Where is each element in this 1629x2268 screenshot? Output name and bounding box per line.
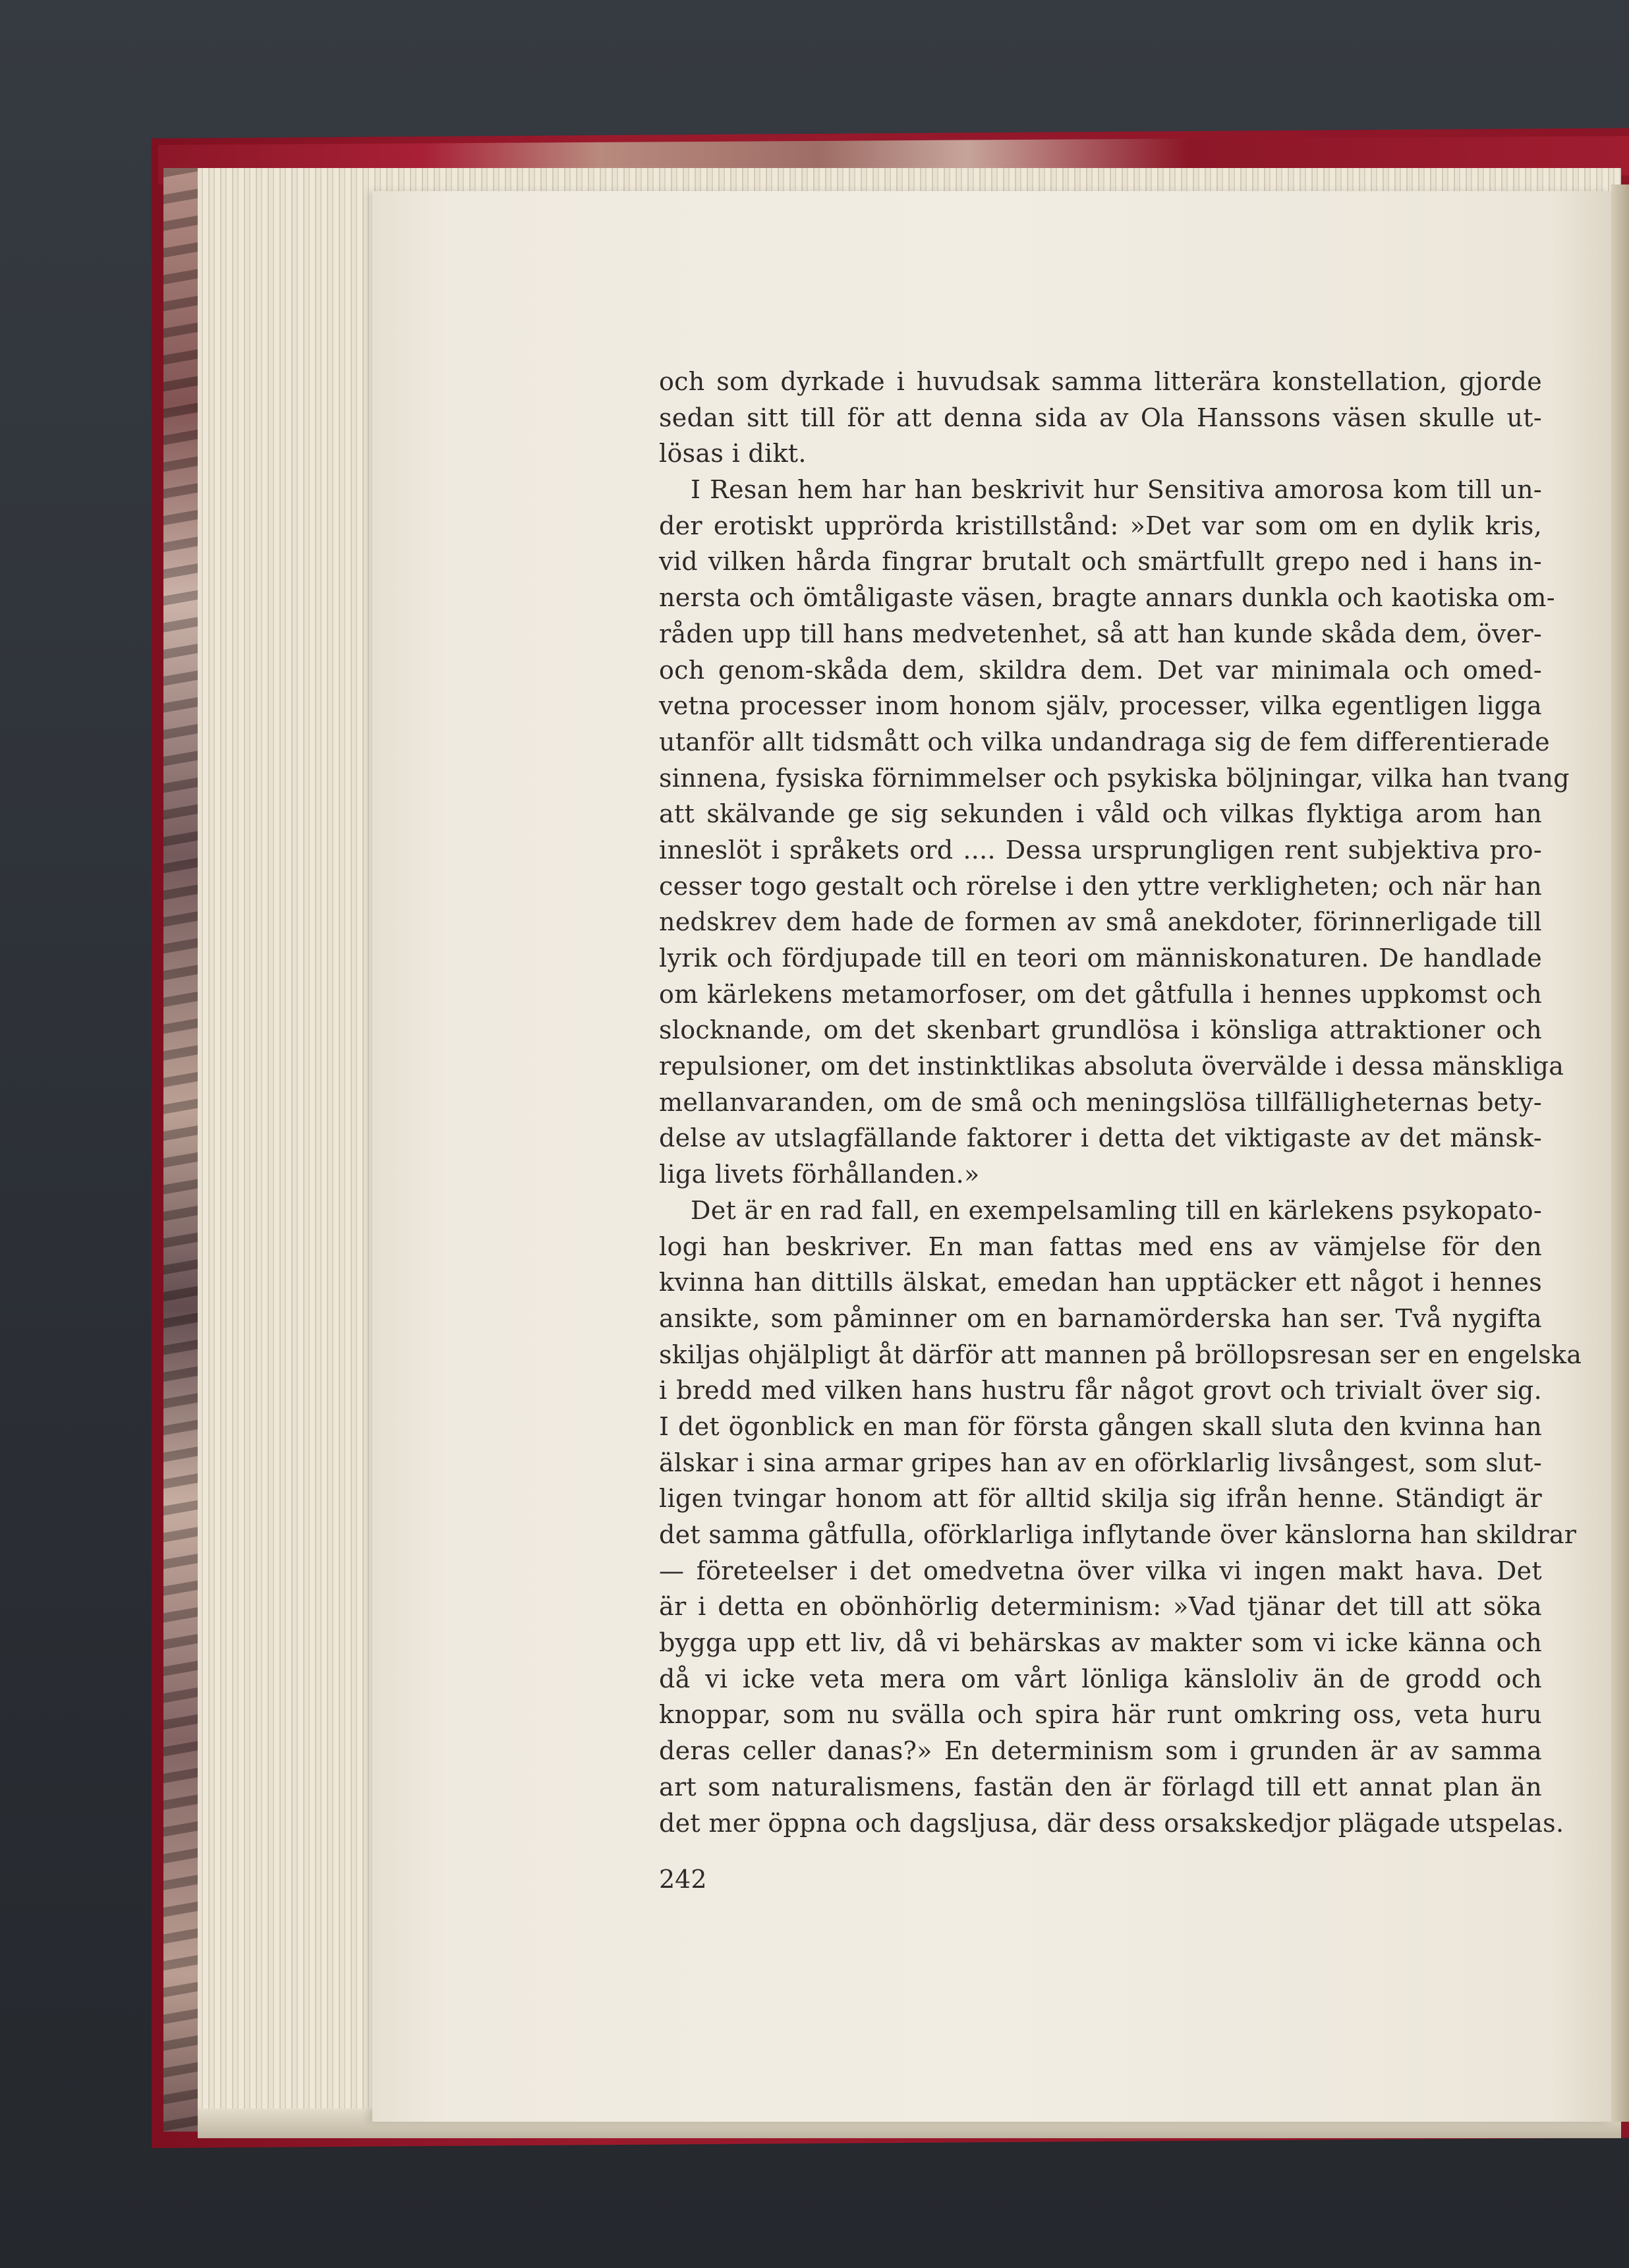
text-line: sinnena, fysiska förnimmelser och psykiska böljningar, vilka han tvang [659,763,1570,793]
body-text [659,364,1582,1841]
text-line: lösas i dikt. [659,439,807,468]
text-line: vid vilken hårda fingrar brutalt och smärtfullt grepo ned i hans in- [659,547,1542,577]
text-line: och som dyrkade i huvudsak samma litterära konstellation, gjorde [659,367,1542,396]
text-line: mellanvaranden, om de små och meningslösa tillfälligheternas bety- [659,1087,1542,1117]
text-line: Det är en rad fall, en exempelsamling till en kärlekens psykopato- [691,1195,1542,1225]
text-line: det samma gåtfulla, oförklarliga inflytande över känslorna han skildrar [659,1520,1577,1549]
text-line: utanför allt tidsmått och vilka undandraga sig de fem differentierade [659,727,1550,756]
text-line: älskar i sina armar gripes han av en oförklarlig livsångest, som slut- [659,1448,1542,1477]
text-line: skiljas ohjälpligt åt därför att mannen på bröllopsresan ser en engelska [659,1340,1582,1369]
text-line: nersta och ömtåligaste väsen, bragte annars dunkla och kaotiska om- [659,583,1555,613]
page-right-edge [1611,184,1629,2122]
text-line: repulsioner, om det instinktlikas absoluta övervälde i dessa mänskliga [659,1052,1564,1081]
text-line: vetna processer inom honom själv, processer, vilka egentligen ligga [659,691,1542,721]
text-line: delse av utslagfällande faktorer i detta det viktigaste av det mänsk- [659,1123,1542,1153]
text-line: i bredd med vilken hans hustru får något grovt och trivialt över sig. [659,1376,1542,1405]
page-number: 242 [659,1865,707,1894]
text-line: I det ögonblick en man för första gången skall sluta den kvinna han [659,1411,1542,1441]
text-line: är i detta en obönhörlig determinism: »Vad tjänar det till att söka [659,1592,1542,1622]
text-line: — företeelser i det omedvetna över vilka vi ingen makt hava. Det [659,1556,1542,1585]
text-line: kvinna han dittills älskat, emedan han upptäcker ett något i hennes [659,1268,1542,1297]
text-line: knoppar, som nu svälla och spira här runt omkring oss, veta huru [659,1700,1542,1730]
text-line: cesser togo gestalt och rörelse i den yttre verkligheten; och när han [659,871,1542,901]
text-line: art som naturalismens, fastän den är förlagd till ett annat plan än [659,1772,1542,1801]
text-line: ansikte, som påminner om en barnamörderska han ser. Två nygifta [659,1303,1542,1333]
text-line: sedan sitt till för att denna sida av Ola Hanssons väsen skulle ut- [659,403,1542,432]
text-line: och genom-skåda dem, skildra dem. Det var minimala och omed- [659,655,1542,685]
text-line: inneslöt i språkets ord .... Dessa ursprungligen rent subjektiva pro- [659,835,1542,865]
text-line: logi han beskriver. En man fattas med ens av vämjelse för den [659,1232,1542,1261]
text-line: liga livets förhållanden.» [659,1160,980,1189]
text-line: råden upp till hans medvetenhet, så att han kunde skåda dem, över- [659,619,1542,648]
text-line: att skälvande ge sig sekunden i våld och vilkas flyktiga arom han [659,799,1542,829]
text-line: då vi icke veta mera om vårt lönliga känsloliv än de grodd och [659,1664,1542,1693]
text-line: det mer öppna och dagsljusa, där dess orsakskedjor plägade utspelas. [659,1808,1564,1838]
text-line: lyrik och fördjupade till en teori om människonaturen. De handlade [659,944,1542,973]
text-line: deras celler danas?» En determinism som i grunden är av samma [659,1736,1542,1766]
text-line: nedskrev dem hade de formen av små anekdoter, förinnerligade till [659,907,1542,937]
text-line: der erotiskt upprörda kristillstånd: »Det var som om en dylik kris, [659,511,1542,540]
text-line: slocknande, om det skenbart grundlösa i könsliga attraktioner och [659,1015,1542,1045]
text-line: ligen tvingar honom att för alltid skilja sig ifrån henne. Ständigt är [659,1484,1542,1514]
text-line: bygga upp ett liv, då vi behärskas av makter som vi icke känna och [659,1628,1542,1658]
marbled-endpaper [163,168,203,2132]
text-line: I Resan hem har han beskrivit hur Sensitiva amorosa kom till un- [691,475,1542,505]
text-line: om kärlekens metamorfoser, om det gåtfulla i hennes uppkomst och [659,979,1542,1009]
